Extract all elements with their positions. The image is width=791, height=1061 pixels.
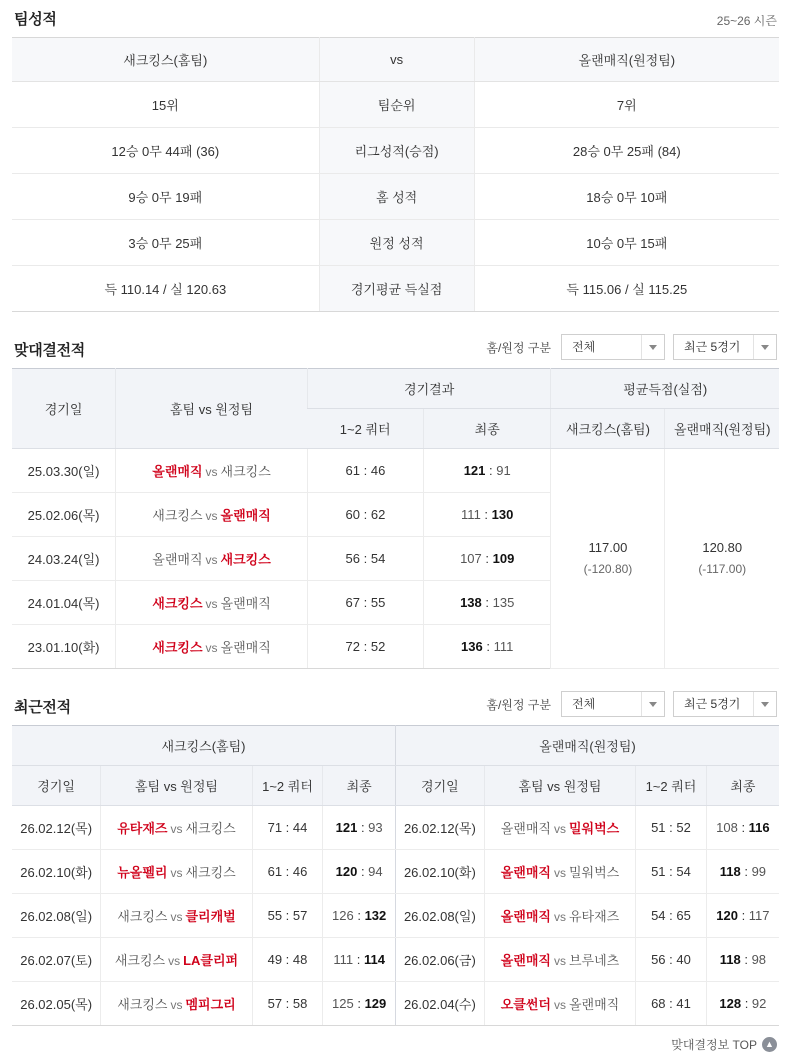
vs-label: vs xyxy=(170,866,183,880)
cell-date-left: 26.02.12(목) xyxy=(12,806,101,850)
final-left: 126 xyxy=(332,908,354,923)
vs-label: vs xyxy=(205,641,218,655)
select-separator xyxy=(641,692,642,716)
score-colon: : xyxy=(353,996,365,1011)
score-colon: : xyxy=(357,820,369,835)
final-right: 98 xyxy=(751,952,767,967)
recent-record-team-row xyxy=(12,726,779,766)
away-team: 올랜매직 xyxy=(220,640,271,655)
final-right: 132 xyxy=(364,908,387,923)
avg-home-value: 117.00 xyxy=(588,540,628,556)
team-record-home-value: 9승 0무 19패 xyxy=(12,174,319,220)
vs-label: vs xyxy=(170,822,183,836)
cell-final-right xyxy=(706,806,779,850)
cell-avg-away xyxy=(665,449,779,669)
final-right: 114 xyxy=(363,952,385,967)
home-team: 올랜매직 xyxy=(152,552,203,567)
cell-date-left: 26.02.08(일) xyxy=(12,894,101,938)
recent-record-table xyxy=(12,725,779,1026)
score-colon: : xyxy=(482,639,494,654)
cell-matchup-right xyxy=(484,938,635,982)
cell-date-right: 26.02.10(화) xyxy=(395,850,484,894)
cell-date: 24.03.24(일) xyxy=(12,537,116,581)
final-left: 125 xyxy=(332,996,354,1011)
recent-record-body xyxy=(12,806,779,1026)
cell-final xyxy=(423,537,550,581)
final-left: 118 xyxy=(719,864,741,879)
head-to-head-body xyxy=(12,449,779,669)
cell-date-right: 26.02.04(수) xyxy=(395,982,484,1026)
cell-quarter-left: 61 : 46 xyxy=(252,850,323,894)
score-colon: : xyxy=(357,864,369,879)
cell-date: 24.01.04(목) xyxy=(12,581,116,625)
cell-date-left: 26.02.10(화) xyxy=(12,850,101,894)
vs-label: vs xyxy=(553,998,566,1012)
cell-date-right: 26.02.08(일) xyxy=(395,894,484,938)
chevron-down-icon xyxy=(649,702,657,707)
cell-quarter-right: 54 : 65 xyxy=(636,894,707,938)
away-team: 올랜매직 xyxy=(220,596,271,611)
cell-quarter-left: 49 : 48 xyxy=(252,938,323,982)
vs-label: vs xyxy=(553,910,566,924)
away-team: 브루네츠 xyxy=(568,953,620,968)
cell-matchup-left xyxy=(101,894,252,938)
team-record-label: 리그성적(승점) xyxy=(319,128,474,174)
home-team: 올랜매직 xyxy=(500,865,551,880)
table-row xyxy=(12,850,779,894)
cell-final-right xyxy=(706,982,779,1026)
avg-away-sub: (-117.00) xyxy=(698,562,747,577)
home-team: 유타재즈 xyxy=(117,821,168,836)
final-left: 136 xyxy=(461,639,483,654)
col-final: 최종 xyxy=(423,409,550,449)
recent-record-header xyxy=(12,683,779,725)
cell-final xyxy=(423,493,550,537)
home-away-scope-value: 전체 xyxy=(572,697,596,711)
cell-matchup-left xyxy=(101,850,252,894)
cell-quarter-left: 71 : 44 xyxy=(252,806,323,850)
cell-final-left xyxy=(323,850,396,894)
away-team: 올랜매직 xyxy=(220,508,271,523)
final-left: 120 xyxy=(335,864,358,879)
col-avg-home: 새크킹스(홈팀) xyxy=(551,409,665,449)
table-row xyxy=(12,82,779,128)
avg-home-sub: (-120.80) xyxy=(583,562,633,577)
table-row xyxy=(12,938,779,982)
cell-date-left: 26.02.07(토) xyxy=(12,938,101,982)
vs-label: vs xyxy=(205,597,218,611)
cell-matchup xyxy=(116,537,308,581)
final-right: 93 xyxy=(368,820,383,835)
cell-final-left xyxy=(323,806,396,850)
cell-matchup-right xyxy=(484,894,635,938)
home-away-scope-value: 전체 xyxy=(572,340,596,354)
select-separator xyxy=(753,335,754,359)
final-left: 120 xyxy=(716,908,738,923)
cell-quarter: 72 : 52 xyxy=(307,625,423,669)
final-right: 92 xyxy=(751,996,767,1011)
avg-away-value: 120.80 xyxy=(702,540,743,556)
final-right: 111 xyxy=(493,639,514,654)
score-colon: : xyxy=(481,551,493,566)
cell-matchup xyxy=(116,625,308,669)
final-left: 108 xyxy=(716,820,738,835)
home-team: 새크킹스 xyxy=(152,596,203,611)
recent-record-title: 최근전적 xyxy=(14,699,71,716)
cell-matchup xyxy=(116,449,308,493)
col-matchup: 홈팀 vs 원정팀 xyxy=(116,369,308,449)
home-team: 새크킹스 xyxy=(152,640,203,655)
cell-matchup-left xyxy=(101,806,252,850)
home-away-scope-select[interactable] xyxy=(561,334,665,360)
cell-quarter-left: 55 : 57 xyxy=(252,894,323,938)
cell-quarter-right: 51 : 52 xyxy=(636,806,707,850)
recent-count-value: 최근 5경기 xyxy=(684,697,741,711)
col-final-right: 최종 xyxy=(706,766,779,806)
away-team: 새크킹스 xyxy=(220,552,271,567)
col-date-right: 경기일 xyxy=(395,766,484,806)
recent-record-col-row xyxy=(12,766,779,806)
select-separator xyxy=(641,335,642,359)
final-right: 116 xyxy=(748,820,770,835)
score-colon: : xyxy=(481,595,493,610)
away-team: 밀워벅스 xyxy=(568,865,620,880)
final-right: 135 xyxy=(492,595,515,610)
recent-record-thead xyxy=(12,726,779,806)
cell-matchup-right xyxy=(484,982,635,1026)
cell-quarter: 61 : 46 xyxy=(307,449,423,493)
home-team: 새크킹스 xyxy=(117,997,168,1012)
cell-quarter: 67 : 55 xyxy=(307,581,423,625)
chevron-down-icon xyxy=(761,345,769,350)
col-quarter-left: 1~2 쿼터 xyxy=(252,766,323,806)
team-record-body xyxy=(12,38,779,312)
team-record-away-name: 올랜매직(원정팀) xyxy=(474,38,779,82)
col-quarter-right: 1~2 쿼터 xyxy=(636,766,707,806)
head-to-head-head-row-1 xyxy=(12,369,779,409)
cell-matchup-left xyxy=(101,982,252,1026)
away-team: 클리캐벌 xyxy=(185,909,236,924)
away-team: 새크킹스 xyxy=(185,865,236,880)
col-date: 경기일 xyxy=(12,369,116,449)
vs-label: vs xyxy=(205,465,218,479)
cell-quarter-right: 68 : 41 xyxy=(636,982,707,1026)
team-record-away-value: 28승 0무 25패 (84) xyxy=(474,128,779,174)
vs-label: vs xyxy=(205,509,218,523)
team-record-away-value: 10승 0무 15패 xyxy=(474,220,779,266)
team-record-home-value: 15위 xyxy=(12,82,319,128)
cell-final xyxy=(423,625,550,669)
team-record-home-value: 12승 0무 44패 (36) xyxy=(12,128,319,174)
score-colon: : xyxy=(740,864,752,879)
head-to-head-table xyxy=(12,368,779,669)
col-avg: 평균득점(실점) xyxy=(551,369,779,409)
score-colon: : xyxy=(740,952,752,967)
score-colon: : xyxy=(480,507,492,522)
team-record-away-value: 득 115.06 / 실 115.25 xyxy=(474,266,779,312)
vs-label: vs xyxy=(553,822,566,836)
final-right: 109 xyxy=(492,551,515,566)
chevron-down-icon xyxy=(761,702,769,707)
col-matchup-left: 홈팀 vs 원정팀 xyxy=(101,766,252,806)
recent-count-value: 최근 5경기 xyxy=(684,340,741,354)
vs-label: vs xyxy=(553,954,566,968)
home-away-filter-label: 홈/원정 구분 xyxy=(486,340,551,355)
cell-date-right: 26.02.12(목) xyxy=(395,806,484,850)
final-right: 129 xyxy=(364,996,387,1011)
cell-date-right: 26.02.06(금) xyxy=(395,938,484,982)
cell-final xyxy=(423,449,550,493)
cell-quarter-right: 51 : 54 xyxy=(636,850,707,894)
cell-date-left: 26.02.05(목) xyxy=(12,982,101,1026)
team-record-label: 홈 성적 xyxy=(319,174,474,220)
home-team: 새크킹스 xyxy=(117,909,168,924)
final-left: 111 xyxy=(333,952,354,967)
cell-matchup-right xyxy=(484,850,635,894)
table-row xyxy=(12,982,779,1026)
cell-final-right xyxy=(706,938,779,982)
back-to-top-label: 맞대결정보 TOP xyxy=(671,1038,757,1052)
recent-count-select[interactable] xyxy=(673,691,777,717)
cell-final-left xyxy=(323,938,396,982)
table-row xyxy=(12,174,779,220)
team-record-away-value: 7위 xyxy=(474,82,779,128)
cell-final-left xyxy=(323,894,396,938)
cell-avg-home xyxy=(551,449,665,669)
cell-quarter: 56 : 54 xyxy=(307,537,423,581)
away-team: 새크킹스 xyxy=(185,821,236,836)
arrow-up-icon: ▲ xyxy=(762,1037,777,1052)
away-team: 유타재즈 xyxy=(568,909,620,924)
home-team: 올랜매직 xyxy=(500,821,551,836)
home-team: 뉴올펠리 xyxy=(117,865,168,880)
home-team: 새크킹스 xyxy=(114,953,166,968)
team-record-vs: vs xyxy=(319,38,474,82)
team-record-label: 팀순위 xyxy=(319,82,474,128)
cell-quarter-right: 56 : 40 xyxy=(636,938,707,982)
table-row xyxy=(12,266,779,312)
final-left: 118 xyxy=(719,952,741,967)
team-record-head-row xyxy=(12,38,779,82)
final-right: 130 xyxy=(491,507,514,522)
cell-final-left xyxy=(323,982,396,1026)
col-quarter: 1~2 쿼터 xyxy=(307,409,423,449)
score-colon: : xyxy=(741,996,752,1011)
final-right: 99 xyxy=(751,864,767,879)
table-row xyxy=(12,128,779,174)
team-record-away-value: 18승 0무 10패 xyxy=(474,174,779,220)
final-left: 111 xyxy=(461,507,481,522)
recent-right-team: 올랜매직(원정팀) xyxy=(395,726,779,766)
home-away-scope-select[interactable] xyxy=(561,691,665,717)
cell-date: 25.03.30(일) xyxy=(12,449,116,493)
final-left: 138 xyxy=(460,595,482,610)
score-colon: : xyxy=(737,908,749,923)
away-team: LA클리퍼 xyxy=(183,953,239,968)
col-matchup-right: 홈팀 vs 원정팀 xyxy=(484,766,635,806)
score-colon: : xyxy=(485,463,497,478)
home-team: 올랜매직 xyxy=(500,909,551,924)
team-record-label: 경기평균 득실점 xyxy=(319,266,474,312)
cell-final-right xyxy=(706,894,779,938)
back-to-top[interactable] xyxy=(12,1026,779,1061)
away-team: 밀워벅스 xyxy=(568,821,620,836)
vs-label: vs xyxy=(170,998,183,1012)
final-right: 91 xyxy=(496,463,511,478)
cell-quarter: 60 : 62 xyxy=(307,493,423,537)
score-colon: : xyxy=(353,908,365,923)
col-final-left: 최종 xyxy=(323,766,396,806)
team-record-label: 원정 성적 xyxy=(319,220,474,266)
home-team: 오클썬더 xyxy=(500,997,551,1012)
final-left: 107 xyxy=(460,551,482,566)
cell-quarter-left: 57 : 58 xyxy=(252,982,323,1026)
col-date-left: 경기일 xyxy=(12,766,101,806)
vs-label: vs xyxy=(168,954,181,968)
away-team: 올랜매직 xyxy=(568,997,620,1012)
head-to-head-title: 맞대결전적 xyxy=(14,342,85,359)
table-row xyxy=(12,806,779,850)
vs-label: vs xyxy=(205,553,218,567)
team-record-title: 팀성적 xyxy=(14,11,57,28)
cell-final xyxy=(423,581,550,625)
table-row xyxy=(12,449,779,493)
cell-final-right xyxy=(706,850,779,894)
final-left: 121 xyxy=(463,463,486,478)
head-to-head-header xyxy=(12,326,779,368)
chevron-down-icon xyxy=(649,345,657,350)
final-right: 94 xyxy=(368,864,383,879)
team-record-home-value: 득 110.14 / 실 120.63 xyxy=(12,266,319,312)
final-left: 128 xyxy=(719,996,742,1011)
table-row xyxy=(12,894,779,938)
home-team: 올랜매직 xyxy=(500,953,551,968)
cell-matchup-left xyxy=(101,938,252,982)
cell-matchup xyxy=(116,581,308,625)
season-note: 25~26 시즌 xyxy=(716,14,777,28)
away-team: 멤피그리 xyxy=(185,997,236,1012)
home-team: 새크킹스 xyxy=(152,508,203,523)
team-record-home-name: 새크킹스(홈팀) xyxy=(12,38,319,82)
cell-date: 25.02.06(목) xyxy=(12,493,116,537)
team-record-header xyxy=(12,0,779,37)
head-to-head-thead xyxy=(12,369,779,449)
vs-label: vs xyxy=(170,910,183,924)
score-colon: : xyxy=(737,820,749,835)
team-record-table xyxy=(12,37,779,312)
team-record-home-value: 3승 0무 25패 xyxy=(12,220,319,266)
recent-left-team: 새크킹스(홈팀) xyxy=(12,726,395,766)
recent-count-select[interactable] xyxy=(673,334,777,360)
away-team: 새크킹스 xyxy=(220,464,271,479)
home-away-filter-label: 홈/원정 구분 xyxy=(486,697,551,712)
head-to-head-filters xyxy=(486,334,777,360)
cell-matchup-right xyxy=(484,806,635,850)
home-team: 올랜매직 xyxy=(152,464,203,479)
cell-date: 23.01.10(화) xyxy=(12,625,116,669)
recent-record-filters xyxy=(486,691,777,717)
col-result: 경기결과 xyxy=(307,369,551,409)
final-left: 121 xyxy=(335,820,358,835)
final-right: 117 xyxy=(748,908,770,923)
vs-label: vs xyxy=(553,866,566,880)
score-colon: : xyxy=(353,952,364,967)
cell-matchup xyxy=(116,493,308,537)
table-row xyxy=(12,220,779,266)
col-avg-away: 올랜매직(원정팀) xyxy=(665,409,779,449)
select-separator xyxy=(753,692,754,716)
